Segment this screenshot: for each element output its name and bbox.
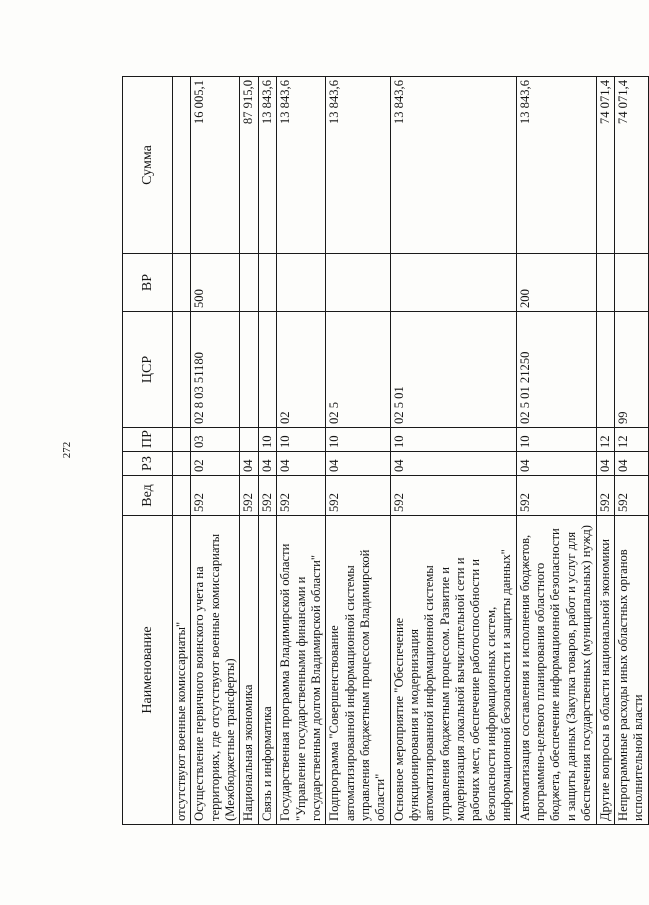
row-vr [173,254,191,312]
row-rz: 04 [390,452,516,476]
row-ved: 592 [390,476,516,516]
row-name: Основное мероприятие "Обеспечение функционирования и модернизация автоматизированной информационной системы управления бюджетным процессом. Развитие и модернизация локальной вычислительной сети и рабочих мест, обеспечение работоспособности и безопасности информационных систем, информационной безопасности и защиты данных" [390,516,516,825]
row-pr: 10 [258,428,276,452]
row-rz [173,452,191,476]
row-pr: 10 [516,428,596,452]
table-row [326,77,390,825]
row-pr: 12 [614,428,648,452]
row-name: отсутствуют военные комиссариаты" [173,516,191,825]
row-sum: 13 843,6 [326,77,390,254]
column-header-pr: ПР [123,428,173,452]
row-csr [596,312,614,428]
row-pr [240,428,258,452]
column-header-sum: Сумма [123,77,173,254]
row-vr [390,254,516,312]
row-csr: 02 5 01 21250 [516,312,596,428]
row-rz: 04 [516,452,596,476]
row-rz: 04 [277,452,326,476]
row-vr [326,254,390,312]
row-ved: 592 [240,476,258,516]
row-pr: 12 [596,428,614,452]
row-ved: 592 [258,476,276,516]
row-sum: 13 843,6 [258,77,276,254]
page-number: 272 [61,441,73,459]
table-row [191,77,240,825]
row-rz: 04 [240,452,258,476]
row-ved: 592 [191,476,240,516]
row-sum: 16 005,1 [191,77,240,254]
row-csr: 02 [277,312,326,428]
row-rz: 04 [596,452,614,476]
column-header-csr: ЦСР [123,312,173,428]
row-name: Автоматизация составления и исполнения бюджетов, программно-целевого планирования областного бюджета, обеспечение информационной безопасности и защиты данных (Закупка товаров, работ и услуг для обеспечения государственных (муниципальных) нужд) [516,516,596,825]
table-row [390,77,516,825]
row-csr: 02 8 03 51180 [191,312,240,428]
row-ved [173,476,191,516]
table-header-row [123,77,173,825]
row-csr [240,312,258,428]
row-sum: 87 915,0 [240,77,258,254]
row-name: Осуществление первичного воинского учета на территориях, где отсутствуют военные комиссариаты (Межбюджетные трансферты) [191,516,240,825]
row-ved: 592 [277,476,326,516]
row-name: Связь и информатика [258,516,276,825]
row-vr: 500 [191,254,240,312]
row-sum: 74 071,4 [596,77,614,254]
row-pr: 03 [191,428,240,452]
row-csr [173,312,191,428]
column-header-vr: ВР [123,254,173,312]
table-row [614,77,648,825]
row-csr: 02 5 01 [390,312,516,428]
column-header-rz: РЗ [123,452,173,476]
row-vr [258,254,276,312]
row-ved: 592 [596,476,614,516]
row-ved: 592 [516,476,596,516]
row-csr: 99 [614,312,648,428]
row-sum: 74 071,4 [614,77,648,254]
row-name: Государственная программа Владимирской области "Управление государственными финансами и государственным долгом Владимирской области" [277,516,326,825]
row-vr [596,254,614,312]
row-vr [614,254,648,312]
table-row [240,77,258,825]
budget-table [122,76,649,825]
row-rz: 04 [258,452,276,476]
row-csr: 02 5 [326,312,390,428]
row-vr [240,254,258,312]
row-pr: 10 [326,428,390,452]
row-name: Другие вопросы в области национальной экономики [596,516,614,825]
row-ved: 592 [326,476,390,516]
row-name: Национальная экономика [240,516,258,825]
table-row [596,77,614,825]
column-header-name: Наименование [123,516,173,825]
row-ved: 592 [614,476,648,516]
column-header-ved: Вед [123,476,173,516]
row-sum: 13 843,6 [516,77,596,254]
table-row [258,77,276,825]
row-rz: 02 [191,452,240,476]
row-sum: 13 843,6 [277,77,326,254]
row-pr: 10 [390,428,516,452]
row-csr [258,312,276,428]
table-row [277,77,326,825]
row-rz: 04 [614,452,648,476]
row-name: Подпрограмма "Совершенствование автоматизированной информационной системы управления бюджетным процессом Владимирской области" [326,516,390,825]
row-sum [173,77,191,254]
row-vr: 200 [516,254,596,312]
row-vr [277,254,326,312]
row-rz: 04 [326,452,390,476]
row-pr: 10 [277,428,326,452]
row-sum: 13 843,6 [390,77,516,254]
table-row [173,77,191,825]
rotated-table-wrapper [122,77,646,825]
row-pr [173,428,191,452]
table-row [516,77,596,825]
row-name: Непрограммные расходы иных областных органов исполнительной власти [614,516,648,825]
